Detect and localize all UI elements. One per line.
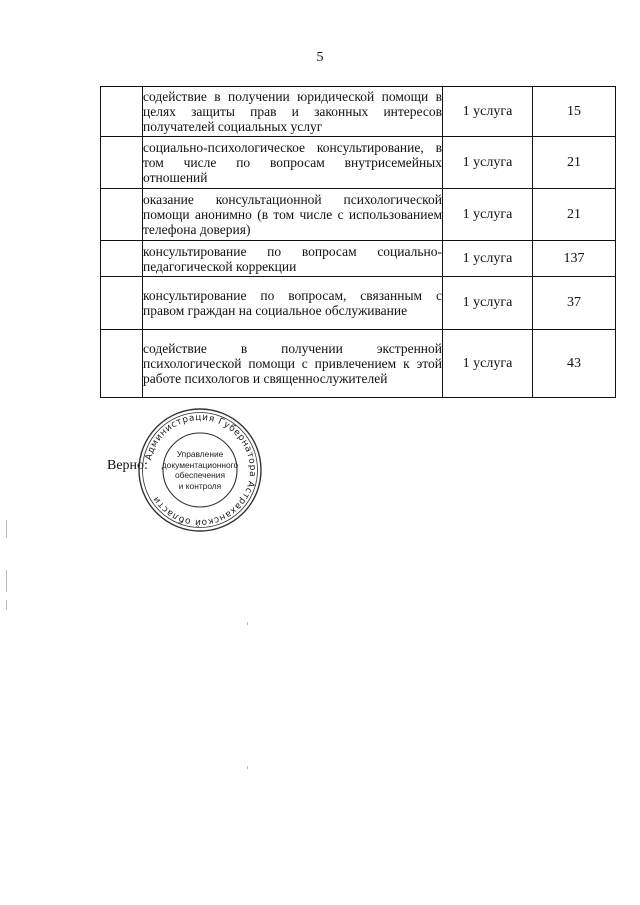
official-stamp bbox=[137, 407, 263, 533]
stamp-line: документационного bbox=[161, 459, 239, 470]
unit-cell: 1 услуга bbox=[443, 87, 533, 137]
table-row bbox=[101, 330, 616, 398]
row-empty-cell bbox=[101, 87, 143, 137]
row-empty-cell bbox=[101, 330, 143, 398]
service-description-cell bbox=[143, 87, 443, 137]
table-row bbox=[101, 189, 616, 241]
service-description: оказание консультационной психологической помощи анонимно (в том числе с использованием телефона доверия) bbox=[143, 192, 442, 237]
quantity-cell: 15 bbox=[533, 87, 616, 137]
quantity-cell: 21 bbox=[533, 189, 616, 241]
service-description-cell bbox=[143, 189, 443, 241]
stamp-ring-text: Администрация Губернатора Астраханской области bbox=[143, 412, 258, 528]
quantity-cell: 37 bbox=[533, 277, 616, 330]
service-description-cell bbox=[143, 241, 443, 277]
stamp-line: обеспечения bbox=[175, 470, 225, 480]
stamp-inner-text bbox=[161, 437, 239, 503]
services-table bbox=[100, 86, 616, 398]
row-empty-cell bbox=[101, 277, 143, 330]
quantity-cell: 43 bbox=[533, 330, 616, 398]
table-row bbox=[101, 241, 616, 277]
unit-cell: 1 услуга bbox=[443, 137, 533, 189]
quantity-cell: 21 bbox=[533, 137, 616, 189]
table-row bbox=[101, 137, 616, 189]
page-number: 5 bbox=[316, 50, 324, 65]
row-empty-cell bbox=[101, 241, 143, 277]
row-empty-cell bbox=[101, 137, 143, 189]
scan-speck bbox=[247, 622, 248, 625]
unit-cell: 1 услуга bbox=[443, 241, 533, 277]
row-empty-cell bbox=[101, 189, 143, 241]
table-row bbox=[101, 87, 616, 137]
certification-label: Верно: bbox=[107, 458, 148, 473]
scan-speck bbox=[247, 766, 248, 769]
stamp-line: и контроля bbox=[178, 480, 222, 491]
service-description-cell bbox=[143, 330, 443, 398]
quantity-cell: 137 bbox=[533, 241, 616, 277]
stamp-line: Управление bbox=[176, 449, 224, 459]
unit-cell: 1 услуга bbox=[443, 277, 533, 330]
service-description: содействие в получении юридической помощи в целях защиты прав и законных интересов получателей социальных услуг bbox=[143, 89, 442, 134]
service-description: социально-психологическое консультирование, в том числе по вопросам внутрисемейных отношений bbox=[143, 140, 442, 185]
scan-speck bbox=[6, 520, 7, 538]
service-description: содействие в получении экстренной психологической помощи с привлечением к этой работе психологов и священнослужителей bbox=[143, 341, 442, 386]
service-description: консультирование по вопросам, связанным с правом граждан на социальное обслуживание bbox=[143, 288, 442, 318]
unit-cell: 1 услуга bbox=[443, 330, 533, 398]
service-description: консультирование по вопросам социально-педагогической коррекции bbox=[143, 243, 442, 274]
scan-speck bbox=[6, 570, 7, 592]
scan-speck bbox=[6, 600, 7, 610]
table-row bbox=[101, 277, 616, 330]
unit-cell: 1 услуга bbox=[443, 189, 533, 241]
service-description-cell bbox=[143, 137, 443, 189]
service-description-cell bbox=[143, 277, 443, 330]
